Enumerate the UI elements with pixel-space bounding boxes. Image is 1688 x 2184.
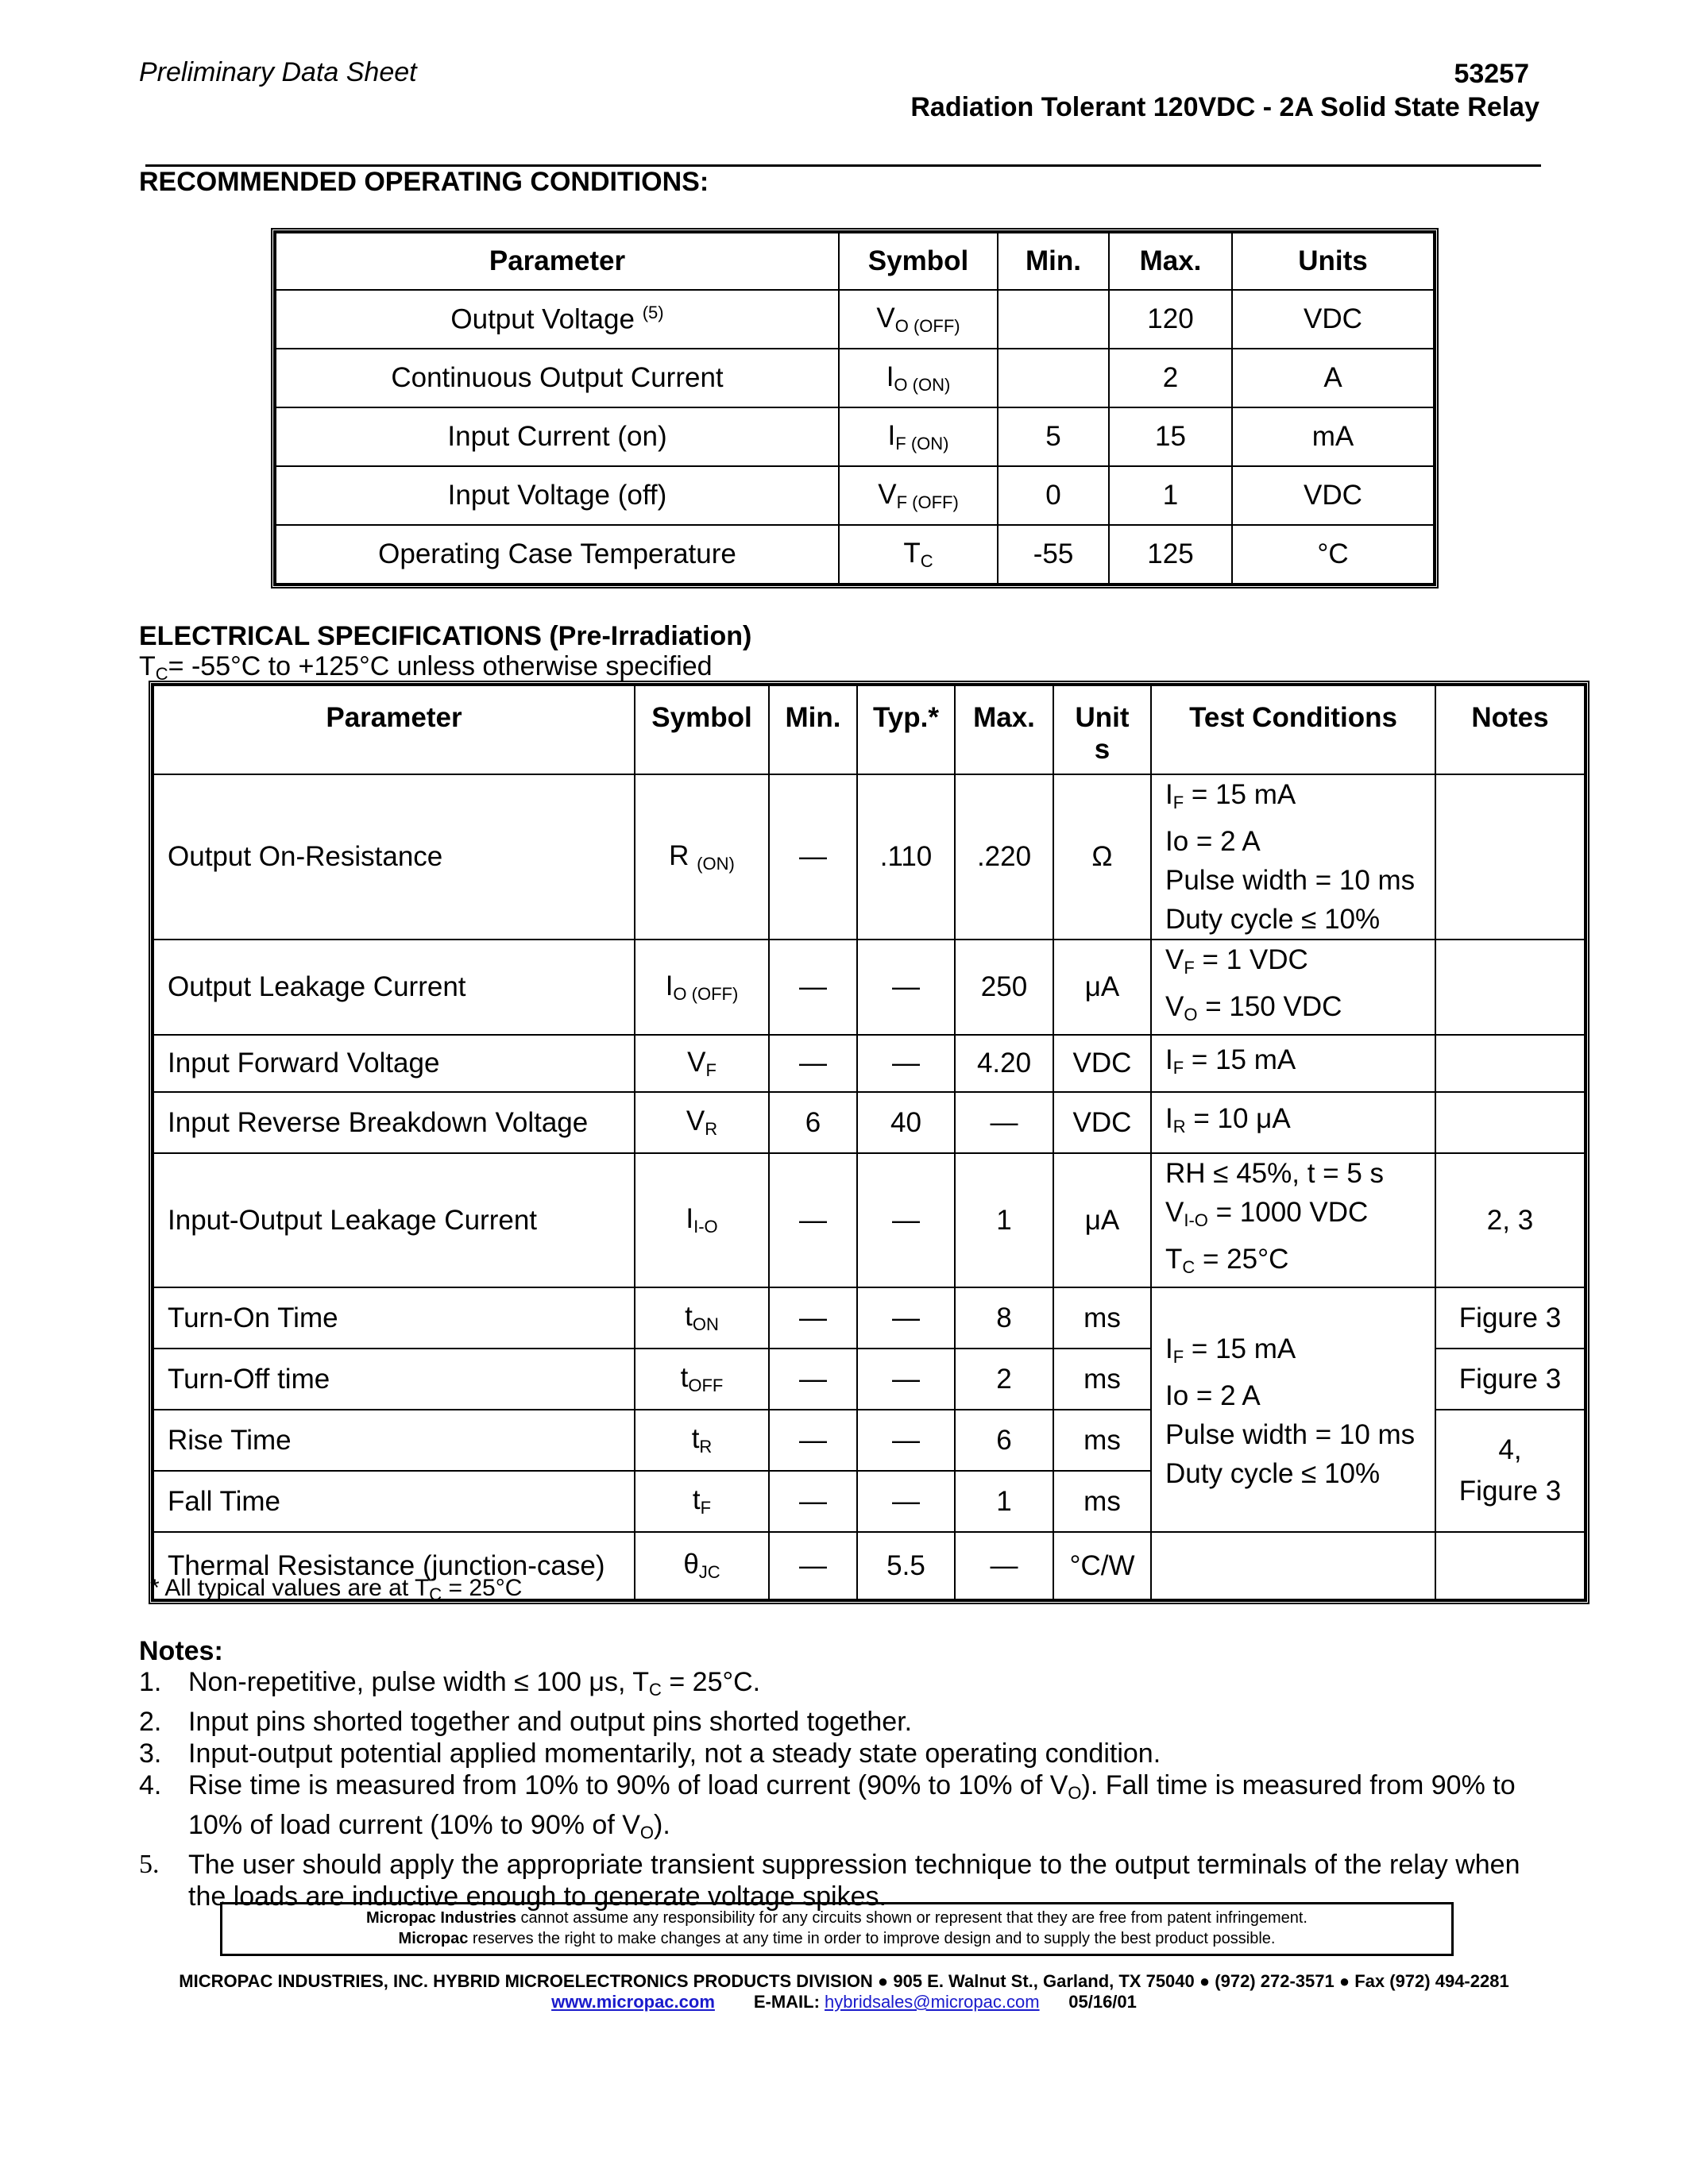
typ-cell: —	[857, 1471, 955, 1532]
notes-cell: Figure 3	[1435, 1287, 1585, 1349]
symbol-cell: $V_R$	[635, 1092, 769, 1153]
units-cell: ms	[1053, 1349, 1151, 1410]
table-row	[153, 1092, 1585, 1153]
test-conditions-cell: $I_F = 15$ mA	[1151, 1035, 1435, 1092]
table-row	[153, 1287, 1585, 1349]
max-cell: —	[955, 1092, 1053, 1153]
symbol-cell: $I_{O (ON)}$	[839, 349, 998, 407]
recommended-table	[271, 228, 1439, 588]
header-title: Radiation Tolerant 120VDC - 2A Solid State Relay	[910, 92, 1539, 122]
min-cell: —	[769, 1287, 857, 1349]
typ-cell: —	[857, 1035, 955, 1092]
param-cell: Turn-Off time	[153, 1349, 635, 1410]
max-cell: 15	[1109, 407, 1232, 466]
param-cell: Continuous Output Current	[276, 349, 839, 407]
typ-cell: —	[857, 1153, 955, 1287]
units-cell: VDC	[1232, 466, 1434, 525]
min-cell	[998, 290, 1109, 349]
table-header-row	[276, 233, 1434, 290]
param-cell: Fall Time	[153, 1471, 635, 1532]
column-header: Notes	[1435, 685, 1585, 774]
min-cell	[998, 349, 1109, 407]
symbol-cell: $I_{F (ON)}$	[839, 407, 998, 466]
column-header: Symbol	[635, 685, 769, 774]
list-item: 5. The user should apply the appropriate transient suppression technique to the output terminals of the relay when the loads are inductive enough to generate voltage spikes.	[139, 1850, 1520, 1912]
typ-cell: —	[857, 1410, 955, 1471]
table-row	[153, 1035, 1585, 1092]
max-cell: 120	[1109, 290, 1232, 349]
column-header: Min.	[998, 233, 1109, 290]
column-header: Min.	[769, 685, 857, 774]
units-cell: °C/W	[1053, 1532, 1151, 1599]
param-cell: Operating Case Temperature	[276, 525, 839, 584]
notes-list	[139, 1666, 1561, 1912]
units-cell: ms	[1053, 1287, 1151, 1349]
table-row	[276, 525, 1434, 584]
header-part-number: 53257	[1454, 59, 1529, 89]
param-cell: Rise Time	[153, 1410, 635, 1471]
notes-cell	[1435, 940, 1585, 1035]
symbol-cell: $I_{O (OFF)}$	[635, 940, 769, 1035]
units-cell: A	[1232, 349, 1434, 407]
column-header: Max.	[1109, 233, 1232, 290]
param-cell: Input Current (on)	[276, 407, 839, 466]
param-cell: Output On-Resistance	[153, 774, 635, 940]
typ-cell: .110	[857, 774, 955, 940]
min-cell: —	[769, 1471, 857, 1532]
symbol-cell: $t_{OFF}$	[635, 1349, 769, 1410]
symbol-cell: $T_C$	[839, 525, 998, 584]
column-header: Symbol	[839, 233, 998, 290]
units-cell: VDC	[1053, 1092, 1151, 1153]
list-item: 1. Non-repetitive, pulse width ≤ 100 μs, $T_C = 25^\circ C$.	[139, 1667, 761, 1700]
max-cell: 125	[1109, 525, 1232, 584]
min-cell: 0	[998, 466, 1109, 525]
typ-cell: —	[857, 940, 955, 1035]
notes-cell	[1435, 1035, 1585, 1092]
typ-cell: —	[857, 1349, 955, 1410]
notes-cell: 4, Figure 3	[1435, 1410, 1585, 1532]
notes-cell	[1435, 1092, 1585, 1153]
param-cell: Input-Output Leakage Current	[153, 1153, 635, 1287]
table-row	[276, 290, 1434, 349]
units-cell: μA	[1053, 1153, 1151, 1287]
email-link[interactable]: hybridsales@micropac.com	[825, 1992, 1040, 2012]
test-conditions-cell: $I_F = 15$ mA Io = 2 A Pulse width = 10 ms Duty cycle ≤ 10%	[1151, 774, 1435, 940]
test-conditions-cell: RH ≤ 45%, t = 5 s $V_{I-O} = 1000$ VDC $T_C = 25^\circ C$	[1151, 1153, 1435, 1287]
email-label: E-MAIL:	[753, 1992, 820, 2012]
table-row	[153, 774, 1585, 940]
list-item: 3. Input-output potential applied momentarily, not a steady state operating condition.	[139, 1738, 1161, 1769]
param-cell: Input Reverse Breakdown Voltage	[153, 1092, 635, 1153]
footer-contact	[0, 1992, 1688, 2012]
max-cell: 2	[1109, 349, 1232, 407]
units-cell: mA	[1232, 407, 1434, 466]
test-conditions-cell: $V_F = 1$ VDC $V_O = 150$ VDC	[1151, 940, 1435, 1035]
list-item: 4. Rise time is measured from 10% to 90% of load current (90% to 10% of $V_O$). Fall time is measured from 90% to 10% of load current (10% to 90% of $V_O$).	[139, 1770, 1516, 1843]
website-link[interactable]: www.micropac.com	[551, 1992, 715, 2012]
max-cell: 1	[1109, 466, 1232, 525]
typ-cell: 5.5	[857, 1532, 955, 1599]
units-cell: ms	[1053, 1410, 1151, 1471]
min-cell: —	[769, 940, 857, 1035]
typ-cell: —	[857, 1287, 955, 1349]
notes-cell	[1435, 1532, 1585, 1599]
footer-address: MICROPAC INDUSTRIES, INC. HYBRID MICROELECTRONICS PRODUCTS DIVISION ● 905 E. Walnut St., Garland, TX 75040 ● (972) 272-3571 ● Fax (972) 494-2281	[179, 1971, 1509, 1991]
table-row	[276, 466, 1434, 525]
min-cell: —	[769, 1153, 857, 1287]
symbol-cell: R $_{(ON)}$	[635, 774, 769, 940]
symbol-cell: $I_{I-O}$	[635, 1153, 769, 1287]
units-cell: μA	[1053, 940, 1151, 1035]
symbol-cell: $\theta_{JC}$	[635, 1532, 769, 1599]
notes-cell: 2, 3	[1435, 1153, 1585, 1287]
max-cell: 1	[955, 1471, 1053, 1532]
disclaimer-box: Micropac Industries cannot assume any responsibility for any circuits shown or represent that they are free from patent infringement. Micropac reserves the right to make changes at any time in order to improve design and to supply the best product possible.	[220, 1902, 1454, 1956]
max-cell: 2	[955, 1349, 1053, 1410]
min-cell: —	[769, 774, 857, 940]
column-header: Parameter	[153, 685, 635, 774]
test-conditions-cell: $I_R = 10$ μA	[1151, 1092, 1435, 1153]
param-cell: Thermal Resistance (junction-case)	[153, 1532, 635, 1599]
notes-cell	[1435, 774, 1585, 940]
min-cell: —	[769, 1532, 857, 1599]
min-cell: —	[769, 1410, 857, 1471]
electrical-title: ELECTRICAL SPECIFICATIONS (Pre-Irradiation)	[139, 621, 752, 651]
table-row	[153, 940, 1585, 1035]
notes-title: Notes:	[139, 1636, 223, 1666]
column-header: Test Conditions	[1151, 685, 1435, 774]
column-header: Units	[1232, 233, 1434, 290]
units-cell: VDC	[1232, 290, 1434, 349]
min-cell: -55	[998, 525, 1109, 584]
column-header: Unit s	[1053, 685, 1151, 774]
test-conditions-cell	[1151, 1532, 1435, 1599]
symbol-cell: $V_{O (OFF)}$	[839, 290, 998, 349]
max-cell: 4.20	[955, 1035, 1053, 1092]
max-cell: 250	[955, 940, 1053, 1035]
table-row	[276, 407, 1434, 466]
min-cell: —	[769, 1035, 857, 1092]
table-row	[153, 1153, 1585, 1287]
max-cell: 1	[955, 1153, 1053, 1287]
electrical-table	[149, 681, 1590, 1604]
electrical-subtitle: $T_C= -55^\circ C$ to +125°C unless otherwise specified	[139, 651, 713, 684]
max-cell: 6	[955, 1410, 1053, 1471]
test-conditions-cell: $I_F = 15$ mA Io = 2 A Pulse width = 10 ms Duty cycle ≤ 10%	[1151, 1287, 1435, 1532]
footer-date: 05/16/01	[1068, 1992, 1137, 2012]
param-cell: Input Forward Voltage	[153, 1035, 635, 1092]
param-cell: Output Voltage $^{(5)}$	[276, 290, 839, 349]
column-header: Parameter	[276, 233, 839, 290]
max-cell: —	[955, 1532, 1053, 1599]
symbol-cell: $V_{F (OFF)}$	[839, 466, 998, 525]
min-cell: 6	[769, 1092, 857, 1153]
max-cell: 8	[955, 1287, 1053, 1349]
table-header-row	[153, 685, 1585, 774]
units-cell: ms	[1053, 1471, 1151, 1532]
units-cell: °C	[1232, 525, 1434, 584]
list-item: 2. Input pins shorted together and output pins shorted together.	[139, 1707, 913, 1737]
symbol-cell: $t_{ON}$	[635, 1287, 769, 1349]
column-header: Max.	[955, 685, 1053, 774]
symbol-cell: $t_R$	[635, 1410, 769, 1471]
param-cell: Turn-On Time	[153, 1287, 635, 1349]
notes-cell: Figure 3	[1435, 1349, 1585, 1410]
param-cell: Output Leakage Current	[153, 940, 635, 1035]
column-header: Typ.*	[857, 685, 955, 774]
min-cell: —	[769, 1349, 857, 1410]
typ-cell: 40	[857, 1092, 955, 1153]
max-cell: .220	[955, 774, 1053, 940]
header-right	[910, 57, 1539, 124]
units-cell: VDC	[1053, 1035, 1151, 1092]
table-row	[276, 349, 1434, 407]
symbol-cell: $V_F$	[635, 1035, 769, 1092]
recommended-title: RECOMMENDED OPERATING CONDITIONS:	[139, 167, 709, 197]
typical-values-footnote: * All typical values are at $T_C = 25^\circ C$	[150, 1575, 523, 1604]
param-cell: Input Voltage (off)	[276, 466, 839, 525]
units-cell: Ω	[1053, 774, 1151, 940]
header-doc-type: Preliminary Data Sheet	[139, 57, 417, 87]
symbol-cell: $t_F$	[635, 1471, 769, 1532]
min-cell: 5	[998, 407, 1109, 466]
